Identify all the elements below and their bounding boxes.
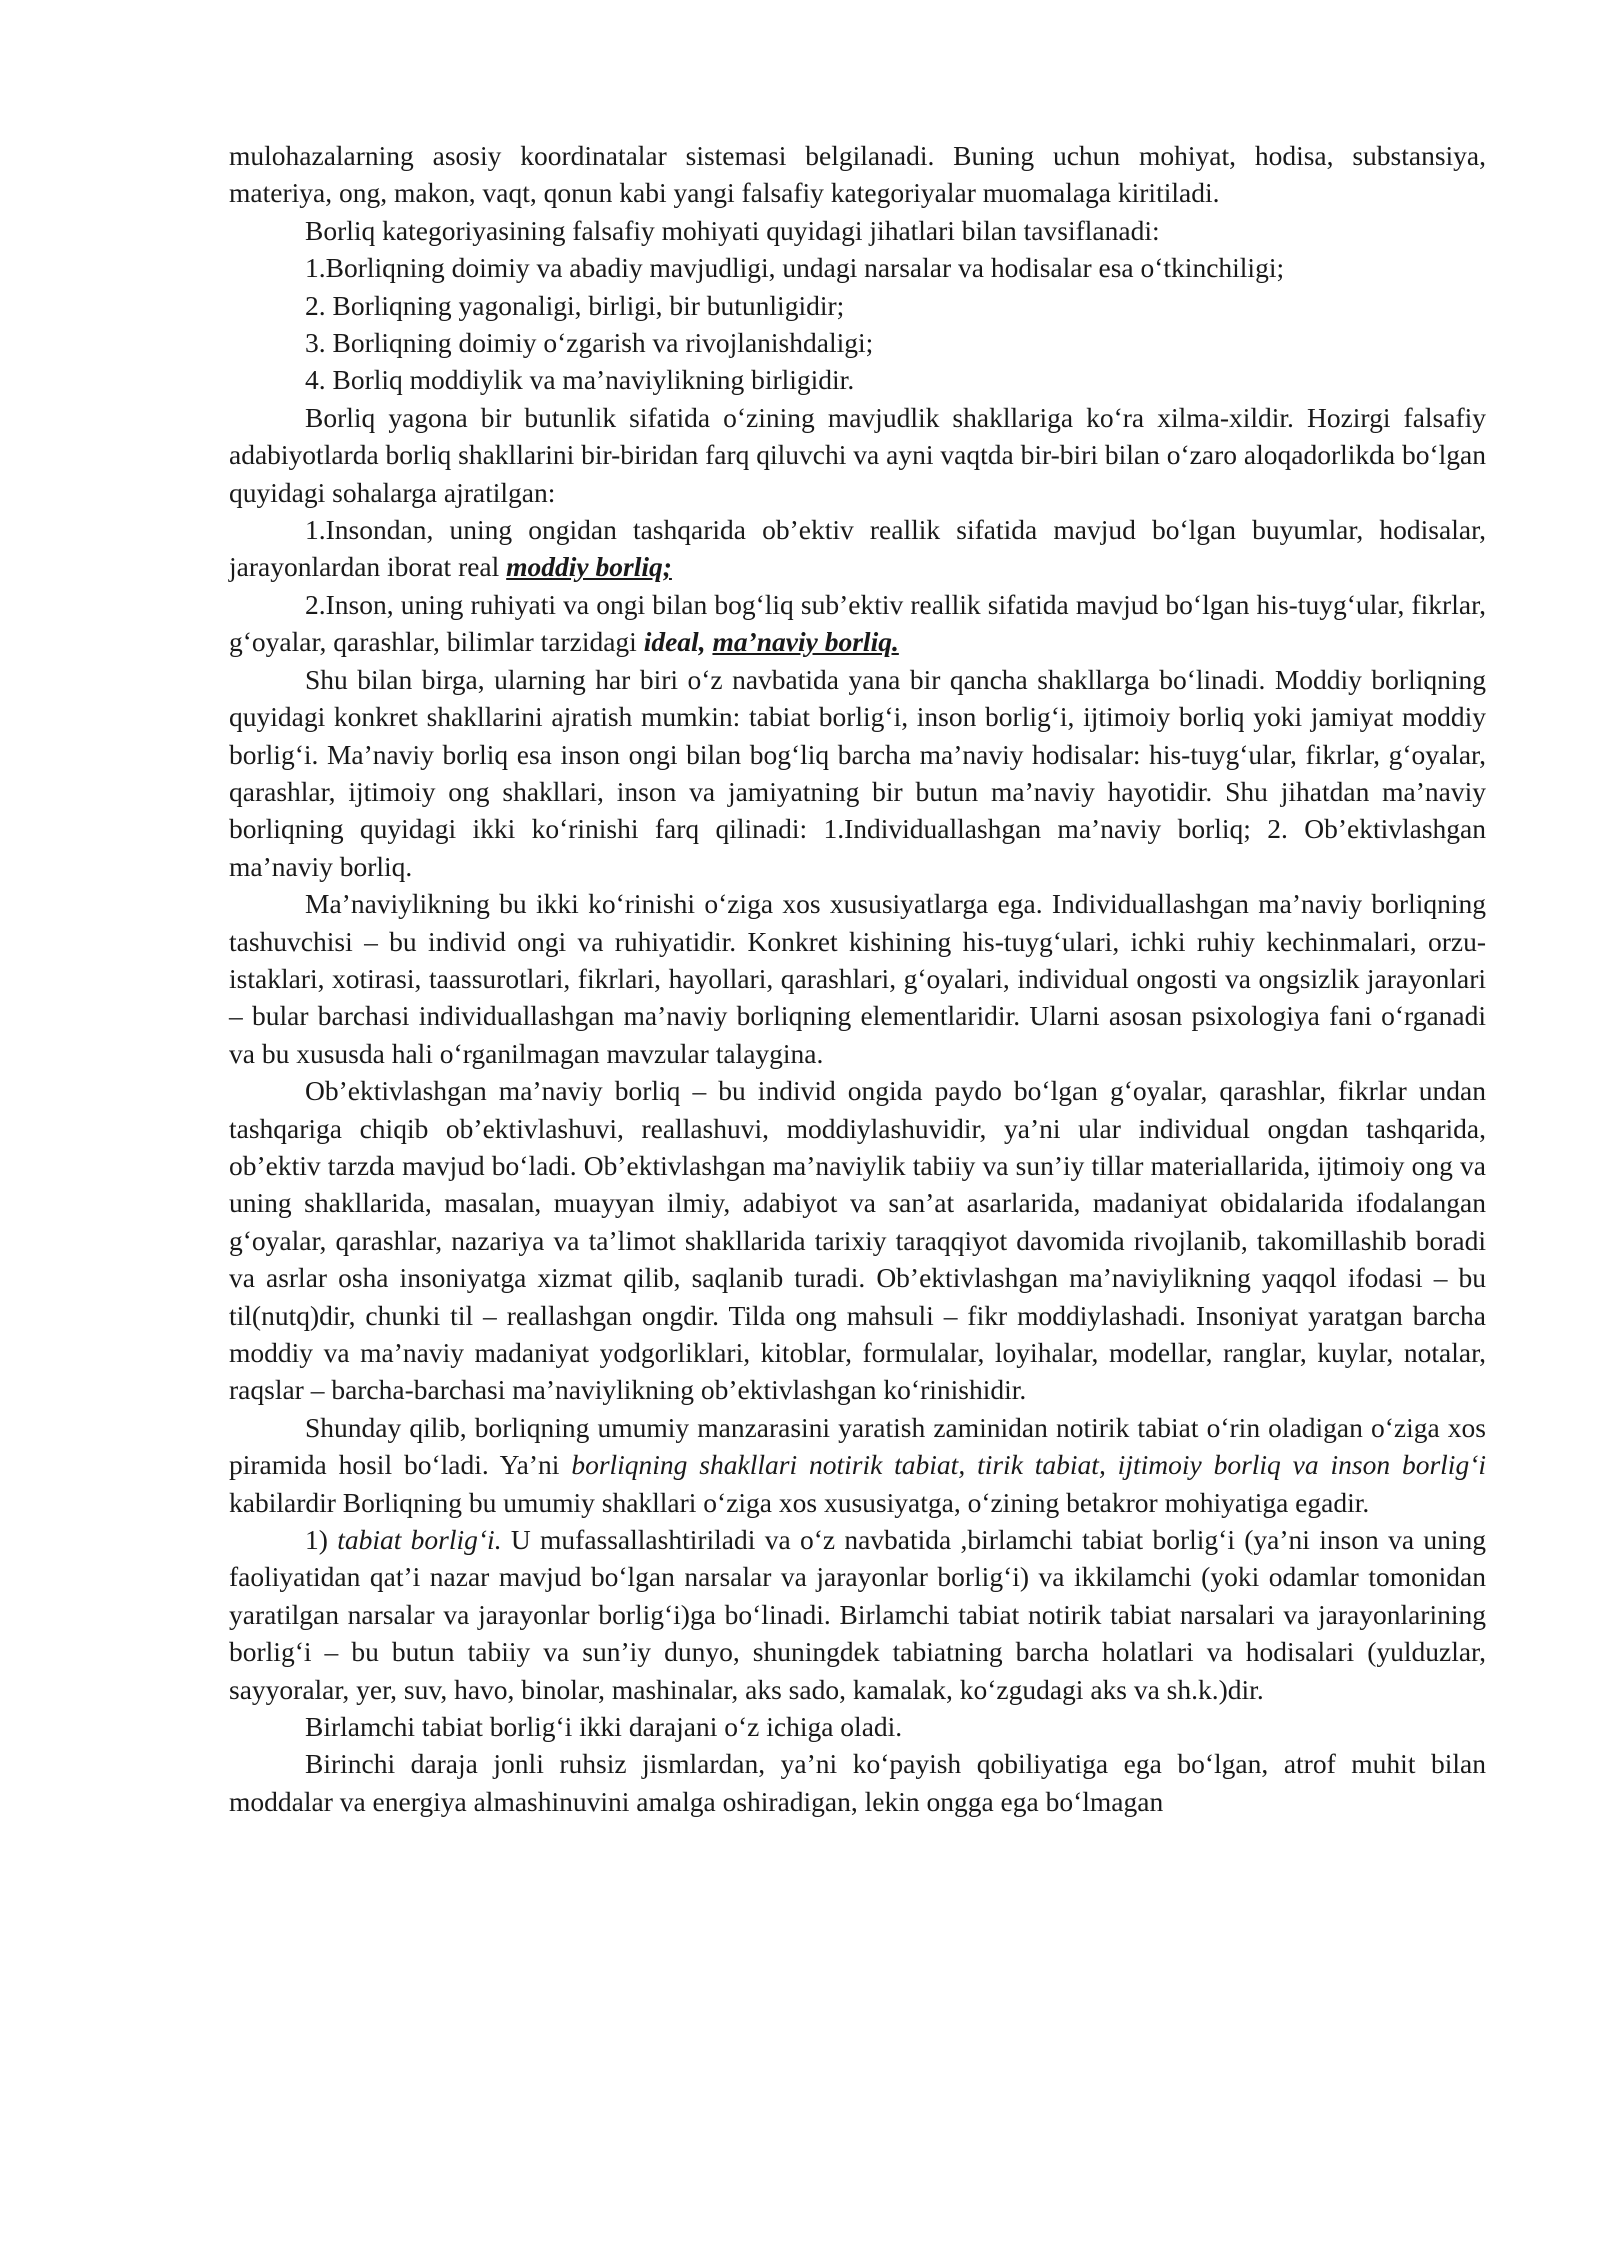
paragraph-15: Birlamchi tabiat borlig‘i ikki darajani o‘z ichiga oladi. [305,1711,903,1743]
list-item-4: 4. Borliq moddiylik va ma’naviylikning birligidir. [305,364,855,396]
paragraph-2: Borliq kategoriyasining falsafiy mohiyati quyidagi jihatlari bilan tavsiflanadi: [305,214,1160,246]
paragraph-14 [229,1521,1486,1708]
borliq-shakllari-italic: borliqning shakllari notirik tabiat, tirik tabiat, ijtimoiy borliq va inson borlig‘i [571,1449,1486,1481]
paragraph-9 [229,586,1486,661]
paragraph-11: Ma’naviylikning bu ikki ko‘rinishi o‘ziga xos xususiyatlarga ega. Individuallashgan ma’naviy borliqning tashuvchisi – bu individ ongi va ruhiyatidir. Konkret kishining his-tuyg‘ulari, ichki ruhiy kechinmalari, orzu-istaklari, xotirasi, taassurotlari, fikrlari, hayollari, qarashlari, g‘oyalari, individual ongosti va ongsizlik jarayonlari – bular barchasi individuallashgan ma’naviy borliqning elementlaridir. Ularni asosan psixologiya fani o‘rganadi va bu xususda hali o‘rganilmagan mavzular talaygina. [229,888,1486,1069]
paragraph-8-text: 1.Insondan, uning ongidan tashqarida ob’ektiv reallik sifatida mavjud bo‘lgan buyumlar, hodisalar, jarayonlardan iborat real [229,514,1486,583]
paragraph-12: Ob’ektivlashgan ma’naviy borliq – bu individ ongida paydo bo‘lgan g‘oyalar, qarashlar, fikrlar undan tashqariga chiqib ob’ektivlashuvi, reallashuvi, moddiylashuvidir, ya’ni ular individual ongdan tashqarida, ob’ektiv tarzda mavjud bo‘ladi. Ob’ektivlashgan ma’naviylik tabiiy va sun’iy tillar materiallarida, ijtimoiy ong va uning shakllarida, masalan, muayyan ilmiy, adabiyot va san’at asarlarida, madaniyat obidalarida ifodalangan g‘oyalar, qarashlar, nazariya va ta’limot shakllarida tarixiy taraqqiyot davomida rivojlanib, takomillashib boradi va asrlar osha insoniyatga xizmat qilib, saqlanib turadi. Ob’ektivlashgan ma’naviylikning yaqqol ifodasi – bu til(nutq)dir, chunki til – reallashgan ongdir. Tilda ong mahsuli – fikr moddiylashadi. Insoniyat yaratgan barcha moddiy va ma’naviy madaniyat yodgorliklari, kitoblar, formulalar, loyihalar, modellar, ranglar, kuylar, notalar, raqslar – barcha-barchasi ma’naviylikning ob’ektivlashgan ko‘rinishidir. [229,1075,1486,1406]
paragraph-14-text-a: 1) [305,1524,338,1556]
list-item-3: 3. Borliqning doimiy o‘zgarish va rivojlanishdaligi; [305,327,874,359]
list-item-2: 2. Borliqning yagonaligi, birligi, bir butunligidir; [305,289,845,321]
paragraph-1: mulohazalarning asosiy koordinatalar sistemasi belgilanadi. Buning uchun mohiyat, hodisa, substansiya, materiya, ong, makon, vaqt, qonun kabi yangi falsafiy kategoriyalar muomalaga kiritiladi. [229,140,1486,209]
tabiat-borligi-italic: tabiat borlig‘i. [337,1524,502,1556]
paragraph-14-text-b: U mufassallashtiriladi va o‘z navbatida ,birlamchi tabiat borlig‘i (ya’ni inson va uning faoliyatidan qat’i nazar mavjud bo‘lgan narsalar va jarayonlar borlig‘i) va ikkilamchi (yoki odamlar tomonidan yaratilgan narsalar va jarayonlar borlig‘i)ga bo‘linadi. Birlamchi tabiat notirik tabiat narsalari va jarayonlarining borlig‘i – bu butun tabiiy va sun’iy dunyo, shuningdek tabiatning barcha holatlari va hodisalari (yulduzlar, sayyoralar, yer, suv, havo, binolar, mashinalar, aks sado, kamalak, ko‘zgudagi aks va sh.k.)dir. [229,1524,1486,1705]
manaviy-borliq-term: ma’naviy borliq. [712,626,899,658]
ideal-term: ideal, [643,626,713,658]
moddiy-borliq-term: moddiy borliq; [506,551,672,583]
list-item-1: 1.Borliqning doimiy va abadiy mavjudligi, undagi narsalar va hodisalar esa o‘tkinchiligi; [305,252,1285,284]
paragraph-13 [229,1409,1486,1521]
paragraph-13-text-a: Shunday qilib, borliqning umumiy manzarasini yaratish zaminidan notirik tabiat o‘rin oladigan o‘ziga xos piramida hosil bo‘ladi. Ya’ni [229,1411,1486,1481]
paragraph-13-text-b: kabilardir Borliqning bu umumiy shakllari o‘ziga xos xususiyatga, o‘zining betakror mohiyatiga egadir. [229,1486,1370,1518]
paragraph-8 [229,511,1486,586]
paragraph-9-text: 2.Inson, uning ruhiyati va ongi bilan bog‘liq sub’ektiv reallik sifatida mavjud bo‘lgan his-tuyg‘ular, fikrlar, g‘oyalar, qarashlar, bilimlar tarzidagi [229,588,1486,658]
paragraph-16: Birinchi daraja jonli ruhsiz jismlardan, ya’ni ko‘payish qobiliyatiga ega bo‘lgan, atrof muhit bilan moddalar va energiya almashinuvini amalga oshiradigan, lekin ongga ega bo‘lmagan [229,1748,1486,1817]
document-page [229,137,1486,1820]
paragraph-7: Borliq yagona bir butunlik sifatida o‘zining mavjudlik shakllariga ko‘ra xilma-xildir. Hozirgi falsafiy adabiyotlarda borliq shakllarini bir-biridan farq qiluvchi va ayni vaqtda bir-biri bilan o‘zaro aloqadorlikda bo‘lgan quyidagi sohalarga ajratilgan: [229,401,1486,508]
paragraph-10: Shu bilan birga, ularning har biri o‘z navbatida yana bir qancha shakllarga bo‘linadi. Moddiy borliqning quyidagi konkret shakllarini ajratish mumkin: tabiat borlig‘i, inson borlig‘i, ijtimoiy borliq yoki jamiyat moddiy borlig‘i. Ma’naviy borliq esa inson ongi bilan bog‘liq barcha ma’naviy hodisalar: his-tuyg‘ular, fikrlar, g‘oyalar, qarashlar, ijtimoiy ong shakllari, inson va jamiyatning bir butun ma’naviy hayotidir. Shu jihatdan ma’naviy borliqning quyidagi ikki ko‘rinishi farq qilinadi: 1.Individuallashgan ma’naviy borliq; 2. Ob’ektivlashgan ma’naviy borliq. [229,663,1486,882]
